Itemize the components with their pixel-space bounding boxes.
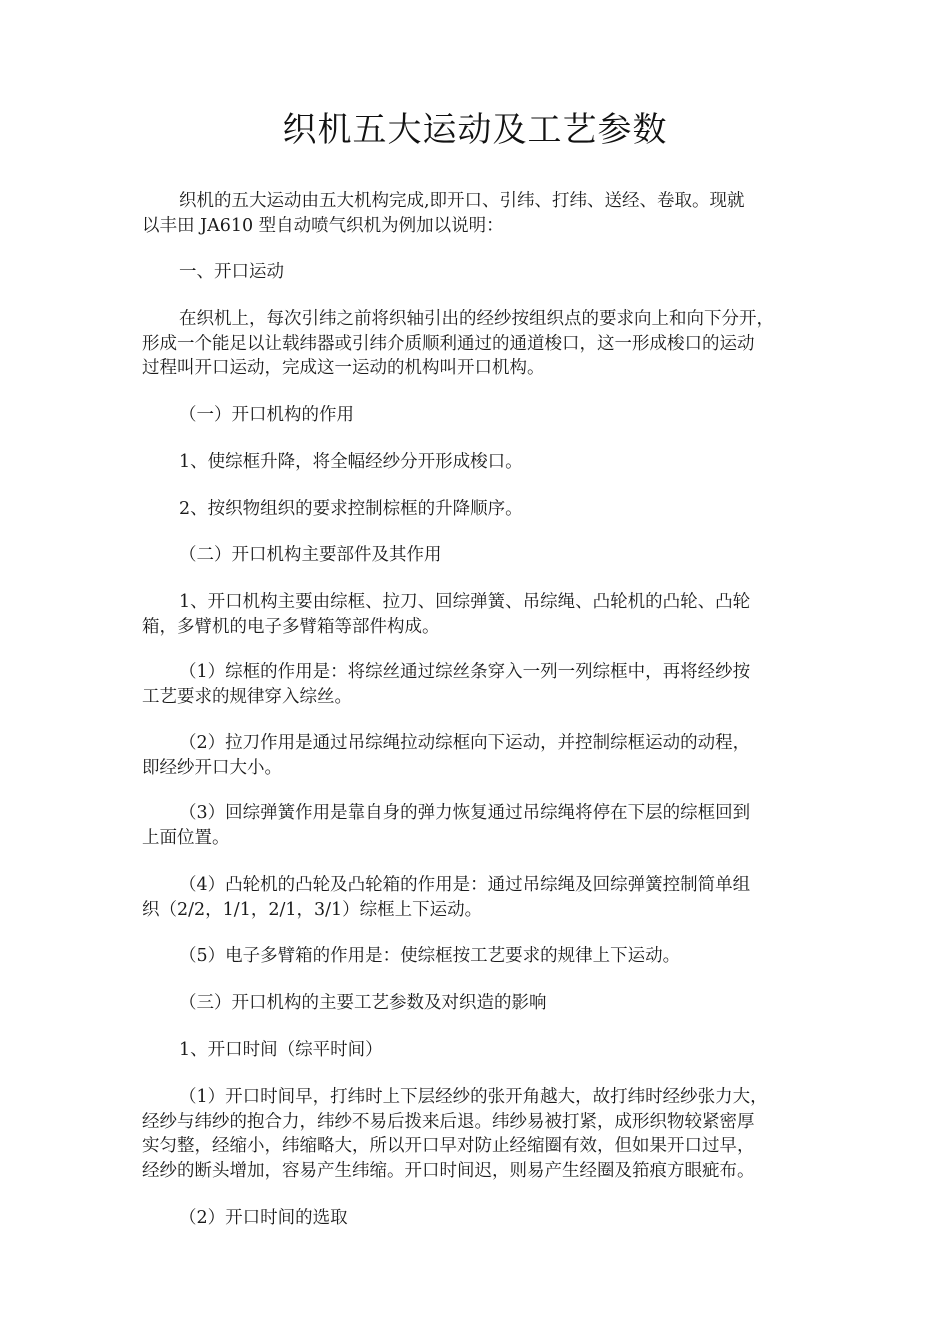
list-item (142, 590, 832, 639)
text-line: （2）拉刀作用是通过吊综绳拉动综框向下运动，并控制综框运动的动程， (179, 733, 751, 753)
text-line: 上面位置。 (142, 827, 230, 848)
text-line: 即经纱开口大小。 (142, 757, 282, 778)
list-item (142, 731, 832, 780)
text-line: （3）回综弹簧作用是靠自身的弹力恢复通过吊综绳将停在下层的综框回到 (179, 803, 751, 823)
text-line: （三）开口机构的主要工艺参数及对织造的影响 (179, 993, 547, 1013)
text-line: 在织机上，每次引纬之前将织轴引出的经纱按组织点的要求向上和向下分开， (179, 309, 774, 329)
list-item (142, 1206, 832, 1231)
list-item (142, 944, 832, 969)
heading-subsection-1 (142, 403, 832, 428)
text-line: 过程叫开口运动，完成这一运动的机构叫开口机构。 (142, 358, 545, 378)
text-line: 实匀整，经缩小，纬缩略大，所以开口早对防止经缩圈有效，但如果开口过早， (142, 1136, 755, 1156)
list-item (142, 1038, 832, 1063)
list-item (142, 1085, 832, 1183)
text-line: （5）电子多臂箱的作用是：使综框按工艺要求的规律上下运动。 (179, 946, 681, 966)
text-line: 形成一个能足以让载纬器或引纬介质顺利通过的通道梭口，这一形成梭口的运动 (142, 333, 755, 354)
text-line: 箱，多臂机的电子多臂箱等部件构成。 (142, 616, 440, 637)
text-line: 以丰田 JA610 型自动喷气织机为例加以说明： (142, 215, 504, 236)
text-line: 工艺要求的规律穿入综丝。 (142, 686, 352, 707)
document-title: 织机五大运动及工艺参数 (282, 110, 668, 150)
heading-subsection-2 (142, 543, 832, 568)
text-line: （1）开口时间早，打纬时上下层经纱的张开角越大，故打纬时经纱张力大， (179, 1087, 768, 1107)
text-line: （1）综框的作用是：将综丝通过综丝条穿入一列一列综框中，再将经纱按 (179, 662, 751, 682)
text-line: （二）开口机构主要部件及其作用 (179, 545, 442, 565)
list-item (142, 801, 832, 850)
text-line: 一、开口运动 (179, 262, 284, 282)
text-line: （一）开口机构的作用 (179, 405, 354, 425)
text-line: 经纱的断头增加，容易产生纬缩。开口时间迟，则易产生经圈及筘痕方眼疵布。 (142, 1160, 755, 1181)
text-line: 织机的五大运动由五大机构完成,即开口、引纬、打纬、送经、卷取。现就 (179, 191, 745, 211)
text-line: 2、按织物组织的要求控制棕框的升降顺序。 (179, 499, 523, 519)
list-item (142, 660, 832, 709)
text-line: （2）开口时间的选取 (179, 1208, 348, 1228)
text-line: 织（2/2，1/1，2/1，3/1）综框上下运动。 (142, 899, 483, 920)
text-line: 经纱与纬纱的抱合力，纬纱不易后拨来后退。纬纱易被打紧，成形织物较紧密厚 (142, 1111, 755, 1132)
text-line: （4）凸轮机的凸轮及凸轮箱的作用是：通过吊综绳及回综弹簧控制简单组 (179, 875, 751, 895)
heading-subsection-3 (142, 991, 832, 1016)
paragraph-definition (142, 307, 832, 381)
paragraph-intro (142, 189, 832, 238)
list-item (142, 873, 832, 922)
list-item (142, 450, 832, 475)
heading-section-1 (142, 260, 832, 285)
list-item (142, 497, 832, 522)
text-line: 1、开口时间（综平时间） (179, 1040, 383, 1060)
text-line: 1、使综框升降，将全幅经纱分开形成梭口。 (179, 452, 523, 472)
text-line: 1、开口机构主要由综框、拉刀、回综弹簧、吊综绳、凸轮机的凸轮、凸轮 (179, 592, 751, 612)
